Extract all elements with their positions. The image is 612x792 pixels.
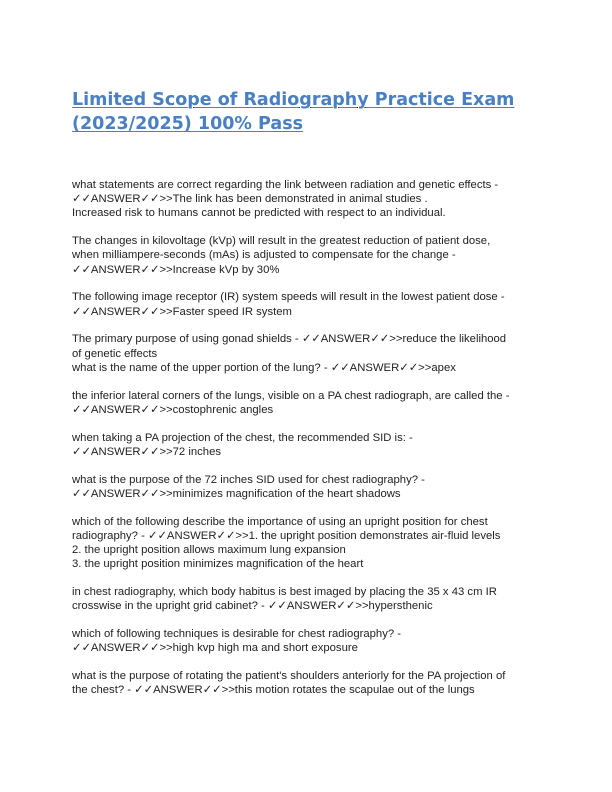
qa-item: [72, 178, 542, 221]
title-line: (2023/2025) 100% Pass: [72, 114, 304, 134]
qa-line: of genetic effects: [72, 347, 158, 360]
qa-line: ✓✓ANSWER✓✓>>Faster speed IR system: [72, 305, 292, 318]
qa-line: 2. the upright position allows maximum lung expansion: [72, 544, 346, 557]
qa-item: [72, 473, 542, 501]
qa-line: which of the following describe the importance of using an upright position for chest: [72, 515, 488, 528]
qa-item: [72, 627, 542, 655]
qa-item: [72, 361, 542, 375]
qa-line: which of following techniques is desirable for chest radiography? -: [72, 628, 402, 641]
qa-line: ✓✓ANSWER✓✓>>The link has been demonstrated in animal studies .: [72, 193, 428, 206]
qa-line: 3. the upright position minimizes magnification of the heart: [72, 558, 364, 571]
document-title: [72, 88, 532, 136]
qa-line: radiography? - ✓✓ANSWER✓✓>>1. the upright position demonstrates air-fluid levels: [72, 529, 501, 542]
title-line: Limited Scope of Radiography Practice Exam: [72, 90, 515, 110]
qa-line: in chest radiography, which body habitus is best imaged by placing the 35 x 43 cm IR: [72, 586, 497, 599]
qa-line: ✓✓ANSWER✓✓>>72 inches: [72, 445, 221, 458]
qa-item: [72, 290, 542, 318]
qa-item: [72, 332, 542, 360]
qa-line: ✓✓ANSWER✓✓>>costophrenic angles: [72, 403, 274, 416]
qa-item: [72, 389, 542, 417]
qa-line: what is the purpose of rotating the patient's shoulders anteriorly for the PA projection of: [72, 670, 506, 683]
qa-line: what is the purpose of the 72 inches SID used for chest radiography? -: [72, 473, 425, 486]
qa-item: [72, 669, 542, 697]
qa-line: when taking a PA projection of the chest, the recommended SID is: -: [72, 431, 413, 444]
qa-line: what statements are correct regarding the link between radiation and genetic effects -: [72, 179, 499, 191]
qa-list: [72, 178, 542, 711]
qa-line: The primary purpose of using gonad shields - ✓✓ANSWER✓✓>>reduce the likelihood: [72, 333, 507, 346]
qa-item: [72, 585, 542, 613]
qa-line: when milliampere-seconds (mAs) is adjusted to compensate for the change -: [72, 249, 456, 262]
title-link[interactable]: [72, 88, 532, 136]
qa-line: Increased risk to humans cannot be predicted with respect to an individual.: [72, 207, 446, 220]
qa-line: ✓✓ANSWER✓✓>>Increase kVp by 30%: [72, 263, 280, 276]
qa-line: the chest? - ✓✓ANSWER✓✓>>this motion rotates the scapulae out of the lungs: [72, 684, 475, 697]
qa-item: [72, 515, 542, 572]
qa-line: what is the name of the upper portion of the lung? - ✓✓ANSWER✓✓>>apex: [72, 361, 456, 374]
qa-line: crosswise in the upright grid cabinet? - ✓✓ANSWER✓✓>>hypersthenic: [72, 600, 433, 613]
qa-line: The following image receptor (IR) system speeds will result in the lowest patient dose -: [72, 291, 505, 304]
qa-line: the inferior lateral corners of the lungs, visible on a PA chest radiograph, are called the -: [72, 389, 510, 402]
qa-line: The changes in kilovoltage (kVp) will result in the greatest reduction of patient dose,: [72, 235, 491, 248]
qa-line: ✓✓ANSWER✓✓>>minimizes magnification of the heart shadows: [72, 487, 401, 500]
qa-item: [72, 234, 542, 277]
qa-line: ✓✓ANSWER✓✓>>high kvp high ma and short exposure: [72, 642, 358, 655]
qa-item: [72, 431, 542, 459]
